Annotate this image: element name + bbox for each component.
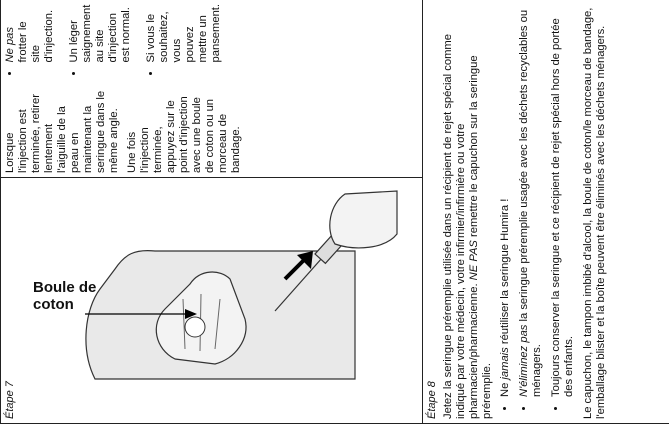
step8-emphasis: NE PAS: [468, 240, 481, 281]
step7-instruction-1: Lorsque l'injection est terminée, retirer lentement l'aiguille de la peau en maintenant la seringue dans le même angle.: [4, 90, 120, 173]
list-item: [145, 4, 223, 62]
emphasis-text: Ne pas: [4, 27, 16, 63]
list-item: [550, 4, 576, 397]
list-item: [499, 4, 512, 397]
step8-bullets: [499, 4, 576, 419]
emphasis-text: N'éliminez pas: [518, 324, 531, 397]
list-item: [518, 4, 544, 397]
step7-illustration: [25, 182, 419, 419]
step7-bullets: [4, 4, 248, 84]
bullet-text: Toujours conserver la seringue et ce récipient de rejet spécial hors de portée des enfants.: [550, 18, 576, 397]
bullet-text: réutiliser la seringue Humira !: [499, 198, 512, 348]
step8-paragraph: [442, 4, 494, 419]
bullet-text: Un léger saignement au site d'injection est normal.: [67, 4, 132, 63]
emphasis-text: jamais: [499, 347, 512, 380]
step7-illustration-cell: [1, 178, 423, 424]
bullet-text: la seringue préremplie usagée avec les déchets recyclables ou ménagers.: [518, 9, 544, 397]
bullet-text: Si vous le souhaitez, vous pouvez mettre un pansement.: [144, 3, 222, 63]
step8-paragraph-a: Jetez la seringue préremplie utilisée dans un récipient de rejet spécial comme indiqué par votre médecin, votre infirmier/infirmière ou votre pharmacien/pharmacienne.: [442, 34, 481, 419]
step8-closing: Le capuchon, le tampon imbibé d'alcool, la boule de coton/le morceau de bandage, l'emballage blister et la boîte peuvent être éliminés avec les déchets ménagers.: [582, 7, 608, 419]
step7-instruction-2: Une fois l'injection terminée, appuyez sur le point d'injection avec une boule de coton ou un morceau de bandage.: [125, 96, 242, 173]
step7-text-cell: [1, 0, 423, 178]
bullet-text: Ne: [499, 379, 512, 397]
list-item: [4, 4, 56, 62]
list-item: [68, 4, 133, 62]
cotton-ball-label: Boule de coton: [32, 279, 97, 314]
step8-cell: [422, 0, 669, 424]
step8-label: Étape 8: [425, 381, 438, 419]
step7-instructions: [4, 88, 248, 173]
step7-label: Étape 7: [4, 381, 16, 419]
step8-paragraph-b: remettre le capuchon sur la seringue préremplie.: [468, 55, 494, 419]
bullet-text: frotter le site d'injection.: [16, 9, 55, 63]
